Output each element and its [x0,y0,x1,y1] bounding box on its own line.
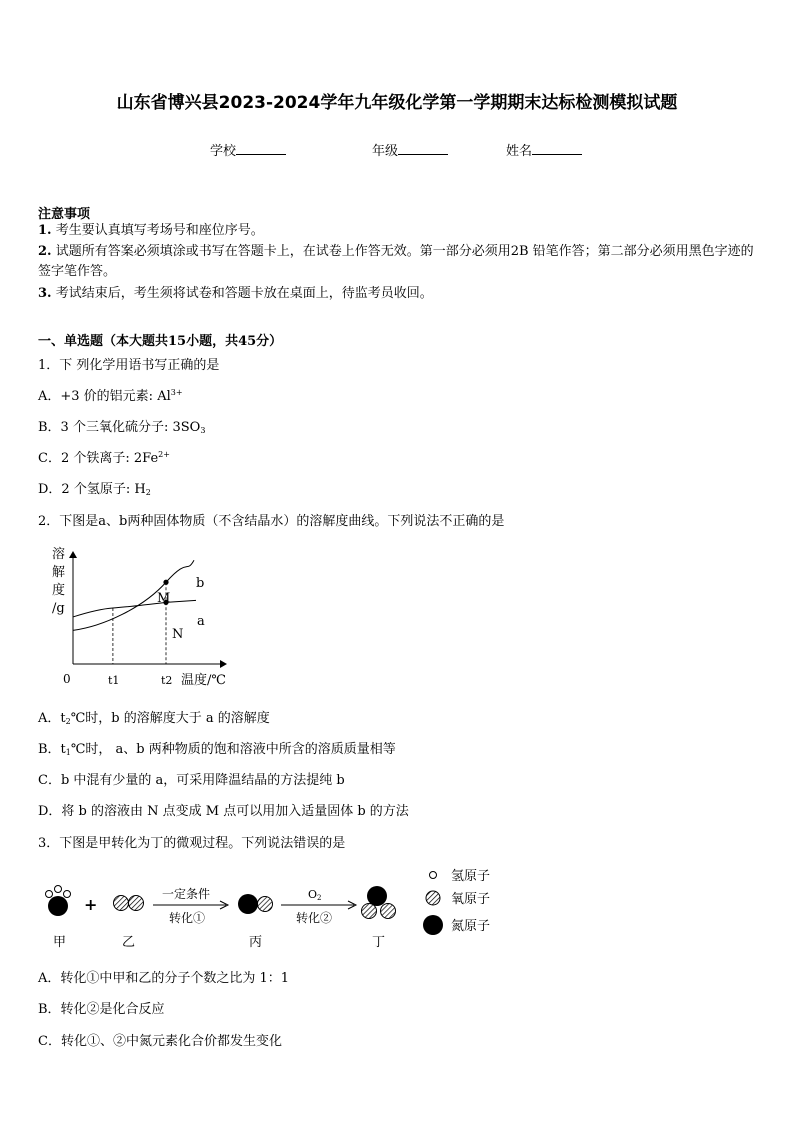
solubility-chart [40,540,240,692]
grade-blank [398,142,448,155]
molecule-bing [238,894,273,914]
legend-oxygen: 氧原子 [451,892,491,907]
school-blank [236,142,286,155]
grade-label: 年级 [372,144,399,159]
legend-oxygen-icon [426,891,440,905]
legend-hydrogen: 氢原子 [451,869,491,884]
label-yi: 乙 [122,935,136,950]
label-bing: 丙 [249,935,263,950]
q2-option-c: C．b 中混有少量的 a，可采用降温结晶的方法提纯 b [38,773,345,788]
q2-stem: 2．下图是a、b两种固体物质（不含结晶水）的溶解度曲线。下列说法不正确的是 [38,514,505,529]
name-blank [532,142,582,155]
molecule-yi [114,896,144,911]
legend-hydrogen-icon [430,872,437,879]
name-label: 姓名 [506,144,533,159]
curve-b [73,560,194,630]
notice-item-2: 2. 试题所有答案必须填涂或书写在答题卡上，在试卷上作答无效。第一部分必须用2B 铅笔作答；第二部分必须用黑色字迹的签字笔作答。 [38,244,754,279]
q1-option-b: B．3 个三氧化硫分子: $3SO_3$ [38,420,206,435]
label-ding: 丁 [372,935,386,950]
q1-stem: 1．下 列化学用语书写正确的是 [38,358,220,373]
ylabel-4: /g [52,601,65,616]
q1-option-d: D．2 个氢原子: $H_2$ [38,482,151,497]
school-label: 学校 [210,144,237,159]
label-jia: 甲 [53,935,67,950]
q2-option-a: A．$t_2℃$时，b 的溶解度大于 a 的溶解度 [38,711,270,726]
q1-option-a: A．+3 价的铝元素: $Al^{3+}$ [38,388,183,404]
section-heading: 一、单选题（本大题共15小题，共45分） [38,334,283,349]
molecule-jia [46,886,71,917]
point-M [163,580,168,585]
q2-option-b: B．$t_1℃$时， a、b 两种物质的饱和溶液中所含的溶质质量相等 [38,742,396,757]
q3-option-c: C．转化①、②中氮元素化合价都发生变化 [38,1034,282,1049]
condition-2-top: O2 [308,888,322,902]
point-N-label: N [172,627,184,642]
q2-option-d: D．将 b 的溶液由 N 点变成 M 点可以用加入适量固体 b 的方法 [38,804,409,819]
q3-option-a: A．转化①中甲和乙的分子个数之比为 1：1 [38,971,290,986]
notice-item-1: 1. 考生要认真填写考场号和座位序号。 [38,223,264,238]
notice-item-3: 3. 考试结束后，考生须将试卷和答题卡放在桌面上，待监考员收回。 [38,286,433,301]
origin-label: 0 [63,672,71,686]
x-axis-label: 温度/℃ [181,673,226,688]
q3-option-b: B．转化②是化合反应 [38,1002,165,1017]
q3-stem: 3．下图是甲转化为丁的微观过程。下列说法错误的是 [38,836,346,851]
ylabel-2: 解 [52,565,66,580]
ylabel-3: 度 [52,583,66,598]
q1-option-c: C．2 个铁离子: $2Fe^{2+}$ [38,450,170,466]
legend-nitrogen: 氮原子 [451,919,491,934]
condition-2-bottom: 转化② [296,911,333,925]
legend-nitrogen-icon [423,915,443,935]
molecule-ding [362,886,396,919]
tick-label-t1: t1 [108,674,120,687]
plus-sign: + [84,895,98,914]
curve-a [73,600,196,617]
grade-field [372,140,448,159]
school-field [210,140,286,159]
tick-label-t2: t2 [161,674,173,687]
notice-heading: 注意事项 [38,207,91,222]
molecule-diagram [36,860,506,955]
condition-1-bottom: 转化① [169,911,206,925]
condition-1-top: 一定条件 [162,887,211,901]
page-title: 山东省博兴县2023-2024学年九年级化学第一学期期末达标检测模拟试题 [116,93,678,113]
point-M-label: M [157,591,171,606]
ylabel-1: 溶 [52,547,66,562]
curve-a-label: a [197,614,205,629]
name-field [506,140,582,159]
curve-b-label: b [196,576,205,591]
